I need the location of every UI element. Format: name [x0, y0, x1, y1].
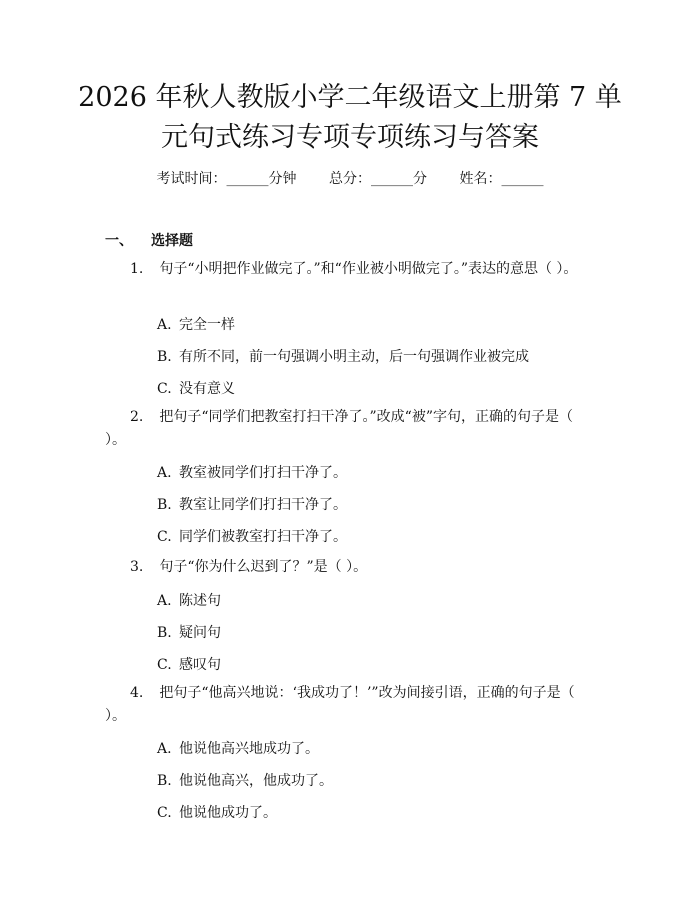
option-1b — [157, 346, 529, 366]
option-letter: B. — [157, 497, 172, 513]
section-title: 选择题 — [151, 233, 193, 249]
option-2c — [157, 526, 347, 546]
option-3b — [157, 622, 221, 642]
option-text: 同学们被教室打扫干净了。 — [179, 529, 347, 545]
question-text: 把句子“他高兴地说：‘我成功了！’”改为间接引语，正确的句子是（ ）。 — [105, 685, 575, 724]
option-letter: A. — [157, 593, 172, 609]
question-text: 把句子“同学们把教室打扫干净了。”改成“被”字句，正确的句子是（ ）。 — [105, 409, 573, 448]
question-text: 句子“你为什么迟到了？”是（ ）。 — [159, 559, 368, 575]
option-letter: B. — [157, 349, 172, 365]
option-text: 他说他成功了。 — [179, 805, 277, 821]
option-letter: C. — [157, 805, 172, 821]
question-number: 3. — [130, 559, 144, 575]
option-text: 陈述句 — [179, 593, 221, 609]
exam-time: 考试时间：______分钟 — [156, 171, 297, 187]
option-text: 有所不同，前一句强调小明主动，后一句强调作业被完成 — [179, 349, 529, 365]
question-3 — [105, 556, 585, 579]
option-text: 疑问句 — [179, 625, 221, 641]
question-number: 2. — [130, 409, 144, 425]
option-4b — [157, 770, 333, 790]
option-1c — [157, 378, 235, 398]
option-2a — [157, 462, 347, 482]
option-letter: C. — [157, 529, 172, 545]
option-letter: A. — [157, 317, 172, 333]
question-number: 4. — [130, 685, 144, 701]
option-4a — [157, 738, 319, 758]
option-letter: A. — [157, 741, 172, 757]
option-letter: C. — [157, 657, 172, 673]
option-text: 教室让同学们打扫干净了。 — [179, 497, 347, 513]
document-title — [60, 78, 640, 158]
option-letter: B. — [157, 773, 172, 789]
option-text: 感叹句 — [179, 657, 221, 673]
total-score: 总分：______分 — [329, 171, 427, 187]
option-3c — [157, 654, 221, 674]
option-1a — [157, 314, 235, 334]
title-line-1: 2026 年秋人教版小学二年级语文上册第 7 单 — [78, 82, 622, 113]
option-letter: A. — [157, 465, 172, 481]
option-4c — [157, 802, 277, 822]
option-3a — [157, 590, 221, 610]
option-text: 没有意义 — [179, 381, 235, 397]
question-text: 句子“小明把作业做完了。”和“作业被小明做完了。”表达的意思（ ）。 — [159, 261, 578, 277]
exam-meta — [0, 168, 700, 188]
section-number: 一、 — [105, 233, 133, 249]
student-name: 姓名：______ — [459, 171, 544, 187]
question-number: 1. — [130, 261, 144, 277]
option-letter: C. — [157, 381, 172, 397]
question-4 — [105, 682, 585, 728]
option-text: 教室被同学们打扫干净了。 — [179, 465, 347, 481]
option-2b — [157, 494, 347, 514]
option-letter: B. — [157, 625, 172, 641]
title-line-2: 元句式练习专项专项练习与答案 — [161, 122, 539, 153]
question-2 — [105, 406, 585, 452]
option-text: 他说他高兴地成功了。 — [179, 741, 319, 757]
option-text: 完全一样 — [179, 317, 235, 333]
section-heading — [105, 230, 193, 250]
question-1 — [105, 258, 585, 281]
option-text: 他说他高兴，他成功了。 — [179, 773, 333, 789]
